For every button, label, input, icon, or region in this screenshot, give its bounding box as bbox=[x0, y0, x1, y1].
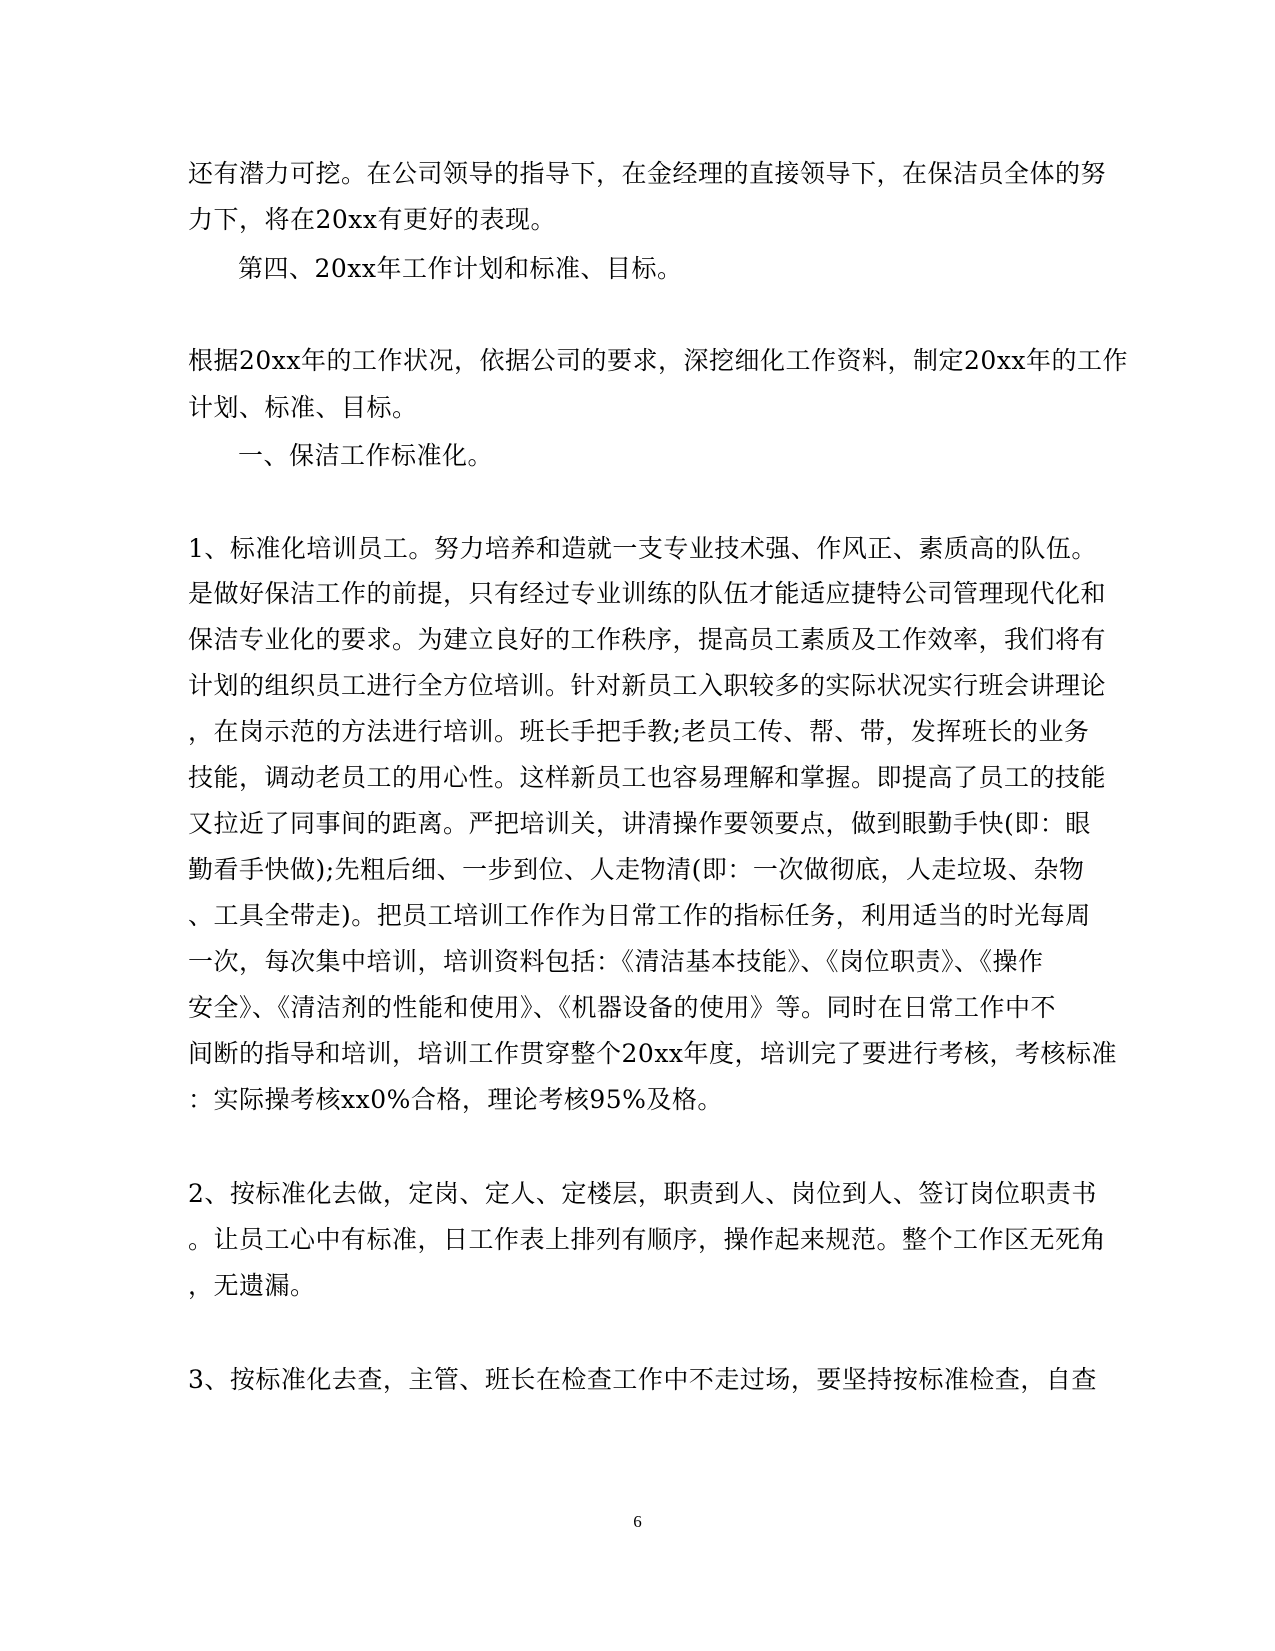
section-heading: 一、保洁工作标准化。 bbox=[238, 441, 494, 470]
text-line: ，在岗示范的方法进行培训。班长手把手教;老员工传、帮、带，发挥班长的业务 bbox=[188, 717, 1090, 746]
text-line: 计划的组织员工进行全方位培训。针对新员工入职较多的实际状况实行班会讲理论 bbox=[188, 671, 1107, 700]
text-line: 是做好保洁工作的前提，只有经过专业训练的队伍才能适应捷特公司管理现代化和 bbox=[188, 579, 1107, 608]
text-line: ，无遗漏。 bbox=[188, 1271, 316, 1300]
text-line: 间断的指导和培训，培训工作贯穿整个20xx年度，培训完了要进行考核，考核标准 bbox=[188, 1039, 1118, 1068]
page-number: 6 bbox=[633, 1512, 642, 1531]
text-line: 。让员工心中有标准，日工作表上排列有顺序，操作起来规范。整个工作区无死角 bbox=[188, 1225, 1107, 1254]
text-line: 勤看手快做);先粗后细、一步到位、人走物清(即：一次做彻底，人走垃圾、杂物 bbox=[188, 855, 1085, 884]
text-line: 力下，将在20xx有更好的表现。 bbox=[188, 205, 557, 234]
text-line: ：实际操考核xx0%合格，理论考核95%及格。 bbox=[188, 1085, 723, 1114]
text-line: 2、按标准化去做，定岗、定人、定楼层，职责到人、岗位到人、签订岗位职责书 bbox=[188, 1179, 1097, 1208]
text-line: 还有潜力可挖。在公司领导的指导下，在金经理的直接领导下，在保洁员全体的努 bbox=[188, 159, 1107, 188]
text-line: 一次，每次集中培训，培训资料包括：《清洁基本技能》、《岗位职责》、《操作 bbox=[188, 947, 1044, 976]
text-line: 又拉近了同事间的距离。严把培训关，讲清操作要领要点，做到眼勤手快(即：眼 bbox=[188, 809, 1091, 838]
text-line: 根据20xx年的工作状况，依据公司的要求，深挖细化工作资料，制定20xx年的工作 bbox=[188, 346, 1129, 375]
text-line: 、工具全带走)。把员工培训工作作为日常工作的指标任务，利用适当的时光每周 bbox=[188, 901, 1091, 930]
text-line: 安全》、《清洁剂的性能和使用》、《机器设备的使用》等。同时在日常工作中不 bbox=[188, 993, 1057, 1022]
section-heading: 第四、20xx年工作计划和标准、目标。 bbox=[238, 254, 683, 283]
text-line: 3、按标准化去查，主管、班长在检查工作中不走过场，要坚持按标准检查，自查 bbox=[188, 1365, 1097, 1394]
text-line: 保洁专业化的要求。为建立良好的工作秩序，提高员工素质及工作效率，我们将有 bbox=[188, 625, 1107, 654]
text-line: 计划、标准、目标。 bbox=[188, 393, 418, 422]
text-line: 1、标准化培训员工。努力培养和造就一支专业技术强、作风正、素质高的队伍。 bbox=[188, 534, 1097, 563]
text-line: 技能，调动老员工的用心性。这样新员工也容易理解和掌握。即提高了员工的技能 bbox=[188, 763, 1107, 792]
